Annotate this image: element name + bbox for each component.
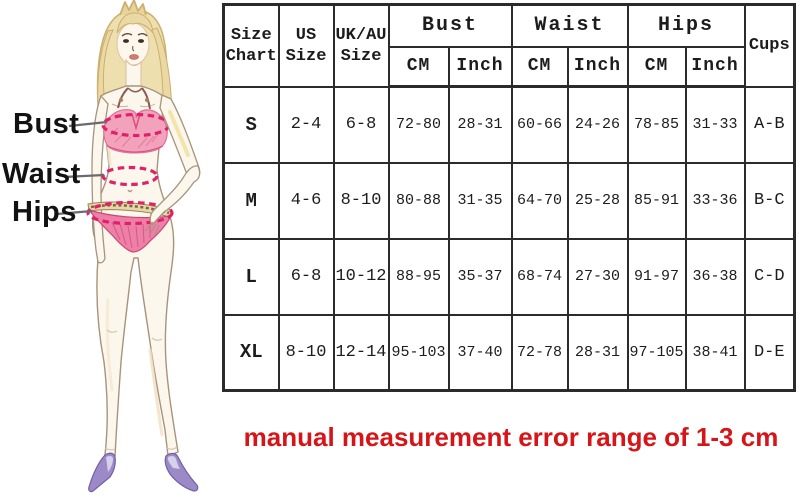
header-size-chart-line1: Size bbox=[230, 25, 272, 45]
strap-ring-left bbox=[119, 98, 123, 102]
bust-label: Bust bbox=[13, 108, 80, 140]
size-cell: XL bbox=[224, 315, 279, 391]
table-cell: 25-28 bbox=[568, 163, 628, 239]
table-cell: 27-30 bbox=[568, 239, 628, 315]
table-cell: 72-80 bbox=[389, 87, 449, 163]
table-cell: 68-74 bbox=[512, 239, 568, 315]
size-cell: M bbox=[224, 163, 279, 239]
table-cell: 31-35 bbox=[449, 163, 512, 239]
lips bbox=[130, 55, 139, 60]
header-uk-au-size-line2: Size bbox=[340, 46, 382, 66]
table-cell: 2-4 bbox=[279, 87, 334, 163]
measurement-error-note: manual measurement error range of 1-3 cm bbox=[243, 422, 779, 452]
table-cell: 88-95 bbox=[389, 239, 449, 315]
hips-label: Hips bbox=[12, 196, 77, 228]
table-cell: D-E bbox=[745, 315, 795, 391]
table-cell: 85-91 bbox=[628, 163, 686, 239]
table-cell: 10-12 bbox=[334, 239, 389, 315]
table-cell: 6-8 bbox=[334, 87, 389, 163]
right-eye bbox=[138, 39, 144, 43]
table-cell: 95-103 bbox=[389, 315, 449, 391]
table-cell: 28-31 bbox=[568, 315, 628, 391]
table-cell: 64-70 bbox=[512, 163, 568, 239]
table-cell: 31-33 bbox=[686, 87, 745, 163]
header-us-size bbox=[279, 5, 334, 87]
table-cell: A-B bbox=[745, 87, 795, 163]
strap-ring-right bbox=[145, 98, 149, 102]
header-us-size-line2: Size bbox=[285, 46, 327, 66]
header-waist: Waist bbox=[512, 5, 628, 47]
table-cell: 8-10 bbox=[334, 163, 389, 239]
table-cell: 4-6 bbox=[279, 163, 334, 239]
header-waist-inch: Inch bbox=[568, 47, 628, 87]
table-cell: 97-105 bbox=[628, 315, 686, 391]
table-cell: 78-85 bbox=[628, 87, 686, 163]
header-uk-au-size-line1: UK/AU bbox=[335, 25, 387, 45]
size-cell: S bbox=[224, 87, 279, 163]
table-row-l bbox=[224, 239, 795, 315]
table-cell: 36-38 bbox=[686, 239, 745, 315]
header-size-chart bbox=[224, 5, 279, 87]
waist-label: Waist bbox=[2, 158, 81, 190]
header-us-size-line1: US bbox=[295, 25, 317, 45]
table-cell: 91-97 bbox=[628, 239, 686, 315]
size-chart-table-container bbox=[222, 3, 796, 392]
table-cell: C-D bbox=[745, 239, 795, 315]
header-hips-inch: Inch bbox=[686, 47, 745, 87]
size-chart-table bbox=[222, 3, 796, 392]
header-size-chart-line2: Chart bbox=[225, 46, 277, 66]
table-row-xl bbox=[224, 315, 795, 391]
left-eye bbox=[123, 39, 129, 43]
table-cell: 37-40 bbox=[449, 315, 512, 391]
table-cell: 24-26 bbox=[568, 87, 628, 163]
header-waist-cm: CM bbox=[512, 47, 568, 87]
table-cell: 38-41 bbox=[686, 315, 745, 391]
table-cell: B-C bbox=[745, 163, 795, 239]
table-cell: 8-10 bbox=[279, 315, 334, 391]
header-bust-cm: CM bbox=[389, 47, 449, 87]
table-cell: 60-66 bbox=[512, 87, 568, 163]
table-cell: 6-8 bbox=[279, 239, 334, 315]
size-cell: L bbox=[224, 239, 279, 315]
table-cell: 12-14 bbox=[334, 315, 389, 391]
header-uk-au-size bbox=[334, 5, 389, 87]
table-cell: 72-78 bbox=[512, 315, 568, 391]
figure-illustration bbox=[0, 0, 225, 500]
header-bust: Bust bbox=[389, 5, 512, 47]
table-row-m bbox=[224, 163, 795, 239]
table-row-s bbox=[224, 87, 795, 163]
header-cups: Cups bbox=[745, 5, 795, 87]
header-hips-cm: CM bbox=[628, 47, 686, 87]
header-hips: Hips bbox=[628, 5, 745, 47]
header-bust-inch: Inch bbox=[449, 47, 512, 87]
table-cell: 33-36 bbox=[686, 163, 745, 239]
table-cell: 28-31 bbox=[449, 87, 512, 163]
table-cell: 35-37 bbox=[449, 239, 512, 315]
table-cell: 80-88 bbox=[389, 163, 449, 239]
